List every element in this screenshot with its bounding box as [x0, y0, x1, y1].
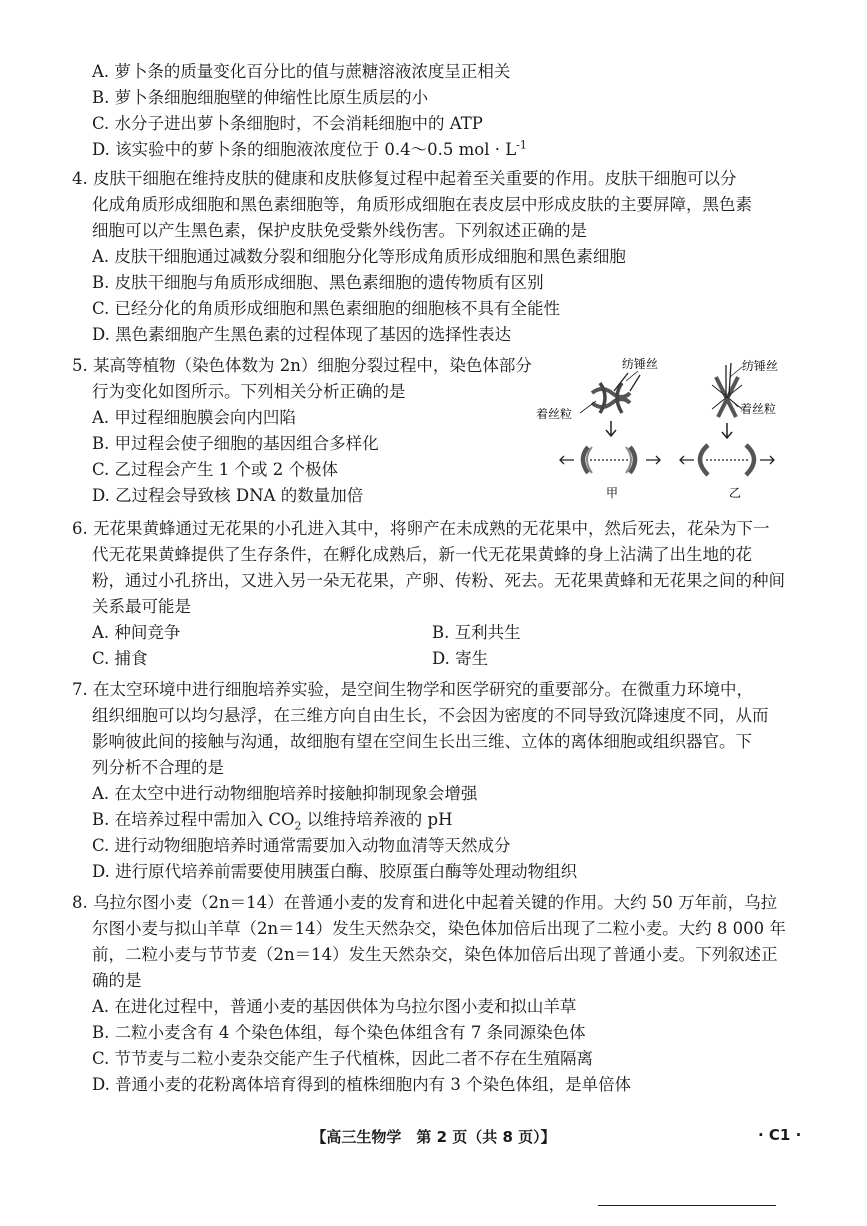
q7-stem-line-4: 列分析不合理的是: [92, 758, 224, 777]
q4-option-d: D. 黑色素细胞产生黑色素的过程体现了基因的选择性表达: [92, 325, 512, 344]
q5-option-b: B. 甲过程会使子细胞的基因组合多样化: [92, 434, 379, 453]
q3-option-d: D. 该实验中的萝卜条的细胞液浓度位于 0.4～0.5 mol · $L^{-1}$: [92, 138, 527, 159]
q7-option-b: B. 在培养过程中需加入 $CO_2$ 以维持培养液的 pH: [92, 810, 453, 833]
q7-option-c: C. 进行动物细胞培养时通常需要加入动物血清等天然成分: [92, 836, 511, 855]
q8-stem-line-1: 8. 乌拉尔图小麦（2n＝14）在普通小麦的发育和进化中起着关键的作用。大约 50 万年前，乌拉: [72, 893, 778, 912]
q6-stem-line-1: 6. 无花果黄蜂通过无花果的小孔进入其中，将卵产在未成熟的无花果中，然后死去，花朵为下一: [72, 519, 770, 538]
yi-separation: [680, 445, 774, 475]
q6-option-a: A. 种间竞争: [92, 623, 181, 642]
bottom-rule: [598, 1205, 776, 1206]
label-centromere-right: 着丝粒: [740, 402, 777, 416]
q7-stem-line-1: 7. 在太空环境中进行细胞培养实验，是空间生物学和医学研究的重要部分。在微重力环境中，: [72, 680, 753, 699]
label-centromere-left: 着丝粒: [536, 407, 573, 421]
q6-stem-line-4: 关系最可能是: [92, 597, 191, 616]
q4-stem-line-1: 4. 皮肤干细胞在维持皮肤的健康和皮肤修复过程中起着至关重要的作用。皮肤干细胞可以分: [72, 169, 737, 188]
q6-stem-line-3: 粉，通过小孔挤出，又进入另一朵无花果，产卵、传粉、死去。无花果黄蜂和无花果之间的种间: [92, 571, 785, 590]
q8-stem-line-3: 前，二粒小麦与节节麦（2n＝14）发生天然杂交，染色体加倍后出现了普通小麦。下列叙述正: [92, 945, 778, 964]
q4-option-a: A. 皮肤干细胞通过减数分裂和细胞分化等形成角质形成细胞和黑色素细胞: [92, 247, 626, 266]
q6-option-c: C. 捕食: [92, 649, 148, 668]
q8-option-b: B. 二粒小麦含有 4 个染色体组，每个染色体组含有 7 条同源染色体: [92, 1023, 586, 1042]
q8-stem-line-2: 尔图小麦与拟山羊草（2n＝14）发生天然杂交，染色体加倍后出现了二粒小麦。大约 8 000 年: [92, 919, 786, 938]
q3-option-a: A. 萝卜条的质量变化百分比的值与蔗糖溶液浓度呈正相关: [92, 62, 511, 81]
q7-stem-line-2: 组织细胞可以均匀悬浮，在三维方向自由生长，不会因为密度的不同导致沉降速度不同，从而: [92, 706, 769, 725]
label-spindle-right: 纺锤丝: [742, 359, 779, 373]
q5-option-d: D. 乙过程会导致核 DNA 的数量加倍: [92, 486, 364, 505]
jia-separation: [560, 447, 660, 473]
q6-option-d: D. 寄生: [432, 649, 489, 668]
q3-option-c: C. 水分子进出萝卜条细胞时，不会消耗细胞中的 ATP: [92, 114, 483, 133]
label-yi: 乙: [729, 486, 742, 500]
q4-stem-line-3: 细胞可以产生黑色素，保护皮肤免受紫外线伤害。下列叙述正确的是: [92, 221, 587, 240]
q7-option-d: D. 进行原代培养前需要使用胰蛋白酶、胶原蛋白酶等处理动物组织: [92, 862, 578, 881]
q7-stem-line-3: 影响彼此间的接触与沟通，故细胞有望在空间生长出三维、立体的离体细胞或组织器官。下: [92, 732, 752, 751]
page-footer: 【高三生物学 第 2 页（共 8 页）】: [311, 1128, 556, 1146]
label-jia: 甲: [606, 486, 619, 500]
q6-option-b: B. 互利共生: [432, 623, 521, 642]
q7-option-a: A. 在太空中进行动物细胞培养时接触抑制现象会增强: [92, 784, 478, 803]
label-spindle-left: 纺锤丝: [622, 357, 659, 371]
q8-option-a: A. 在进化过程中，普通小麦的基因供体为乌拉尔图小麦和拟山羊草: [92, 997, 577, 1016]
q4-option-b: B. 皮肤干细胞与角质形成细胞、黑色素细胞的遗传物质有区别: [92, 273, 544, 292]
jia-homologous-pair: [592, 373, 640, 413]
q5-stem-line-1: 5. 某高等植物（染色体数为 2n）细胞分裂过程中，染色体部分: [72, 356, 532, 375]
q5-stem-line-2: 行为变化如图所示。下列相关分析正确的是: [92, 382, 406, 401]
q5-option-a: A. 甲过程细胞膜会向内凹陷: [92, 408, 296, 427]
q8-option-c: C. 节节麦与二粒小麦杂交能产生子代植株，因此二者不存在生殖隔离: [92, 1049, 594, 1068]
q4-option-c: C. 已经分化的角质形成细胞和黑色素细胞的细胞核不具有全能性: [92, 299, 561, 318]
q8-option-d: D. 普通小麦的花粉离体培育得到的植株细胞内有 3 个染色体组，是单倍体: [92, 1075, 632, 1094]
q8-stem-line-4: 确的是: [92, 971, 142, 990]
q6-stem-line-2: 代无花果黄蜂提供了生存条件，在孵化成熟后，新一代无花果黄蜂的身上沾满了出生地的花: [92, 545, 752, 564]
q3-option-b: B. 萝卜条细胞细胞壁的伸缩性比原生质层的小: [92, 88, 429, 107]
q5-option-c: C. 乙过程会产生 1 个或 2 个极体: [92, 460, 339, 479]
paper-code: · C1 ·: [758, 1126, 802, 1144]
cell-division-figure: [530, 355, 800, 503]
q4-stem-line-2: 化成角质形成细胞和黑色素细胞等，角质形成细胞在表皮层中形成皮肤的主要屏障，黑色素: [92, 195, 752, 214]
